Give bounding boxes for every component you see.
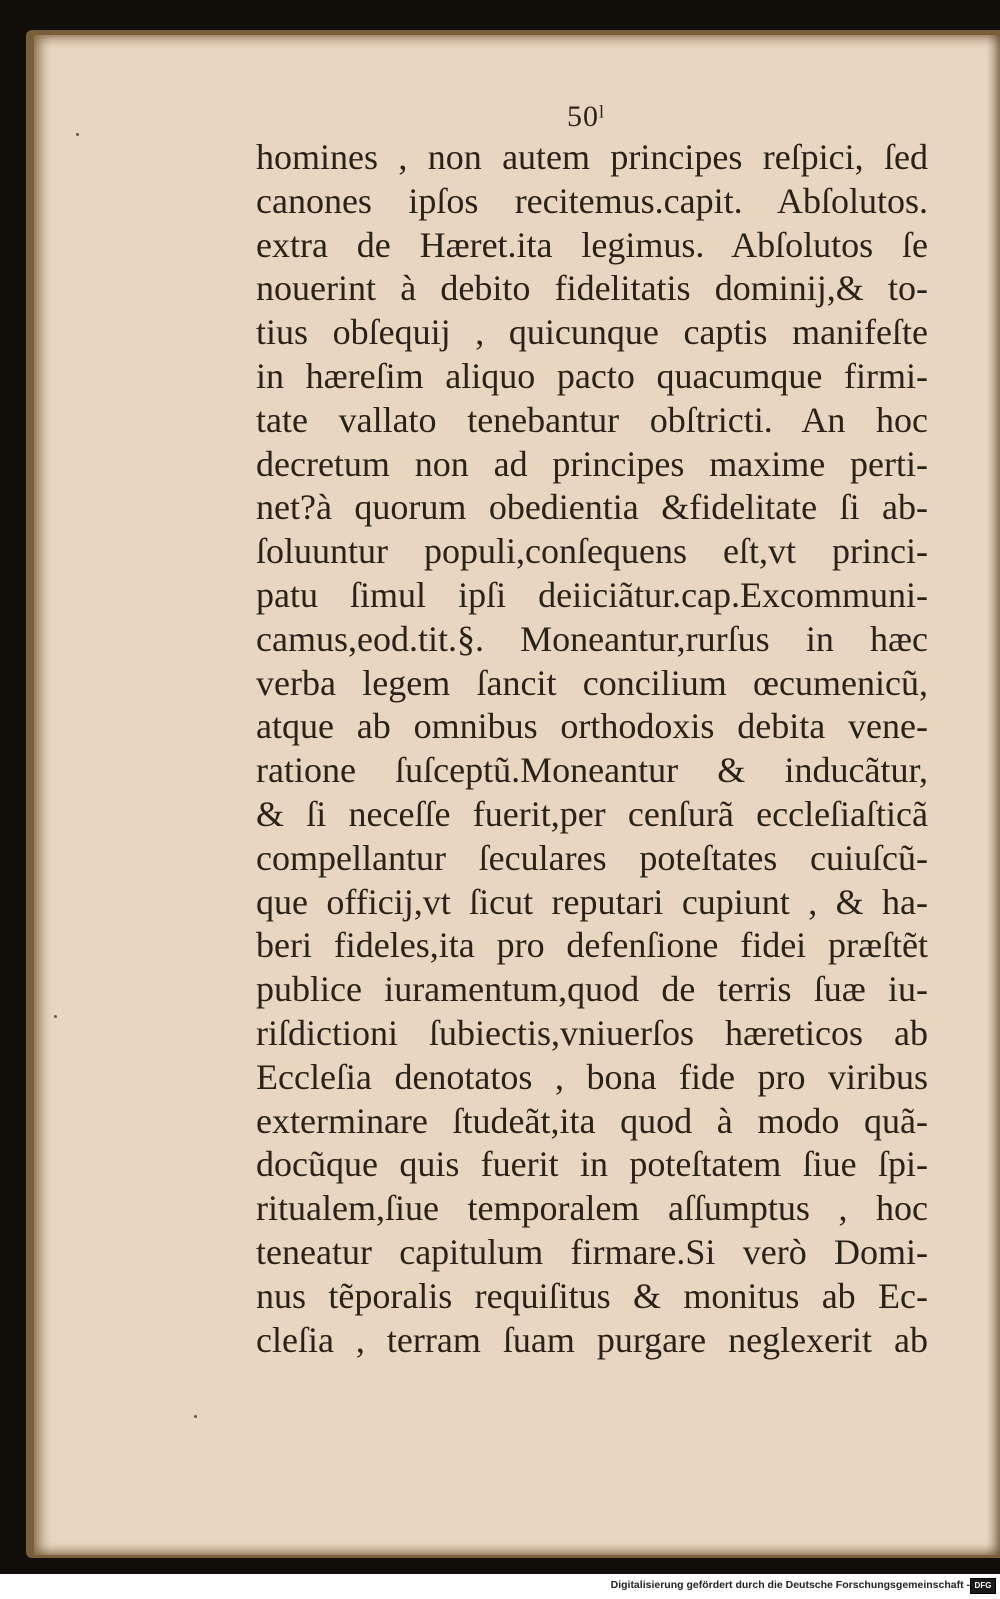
footer-bar xyxy=(0,1574,1000,1599)
text-line: canones ipſos recitemus.capit. Abſolutos. xyxy=(256,180,928,221)
text-line: teneatur capitulum firmare.Si verò Domi- xyxy=(256,1231,928,1272)
text-line: decretum non ad principes maxime perti- xyxy=(256,443,928,484)
text-line: camus,eod.tit.§. Moneantur,rurſus in hæc xyxy=(256,618,928,659)
text-line: atque ab omnibus orthodoxis debita vene- xyxy=(256,706,928,747)
text-line: beri fideles,ita pro defenſione fidei præſtẽt xyxy=(256,925,928,966)
text-line: compellantur ſeculares poteſtates cuiuſcũ- xyxy=(256,837,928,878)
text-line: extra de Hæret.ita legimus. Abſolutos ſe xyxy=(256,224,928,265)
text-line: ratione ſuſceptũ.Moneantur & inducãtur, xyxy=(256,750,928,791)
text-line: que officij,vt ſicut reputari cupiunt , & ha- xyxy=(256,881,928,922)
text-line: riſdictioni ſubiectis,vniuerſos hæreticos ab xyxy=(256,1012,928,1053)
text-line: net?à quorum obedientia &fidelitate ſi ab- xyxy=(256,487,928,528)
paper-speck xyxy=(76,133,79,136)
funding-credit: Digitalisierung gefördert durch die Deutsche Forschungsgemeinschaft - xyxy=(610,1579,970,1591)
text-line: ritualem,ſiue temporalem aſſumptus , hoc xyxy=(256,1188,928,1229)
text-line: publice iuramentum,quod de terris ſuæ iu- xyxy=(256,969,928,1010)
text-line: docũque quis fuerit in poteſtatem ſiue ſpi- xyxy=(256,1144,928,1185)
text-line: patu ſimul ipſi deiiciãtur.cap.Excommuni- xyxy=(256,574,928,615)
text-line: cleſia , terram ſuam purgare neglexerit ab xyxy=(256,1319,928,1360)
paper-speck xyxy=(54,1015,57,1018)
text-line: ſoluuntur populi,conſequens eſt,vt princi- xyxy=(256,531,928,572)
text-line: in hæreſim aliquo pacto quacumque firmi- xyxy=(256,355,928,396)
dfg-logo-icon: DFG xyxy=(970,1578,996,1594)
text-block xyxy=(256,136,928,1362)
text-line: homines , non autem principes reſpici, ſed xyxy=(256,137,928,177)
text-line: & ſi neceſſe fuerit,per cenſurã eccleſiaſticã xyxy=(256,793,928,834)
page-shadow xyxy=(986,35,1000,1555)
text-line: exterminare ſtudeãt,ita quod à modo quã- xyxy=(256,1100,928,1141)
text-line: Eccleſia denotatos , bona fide pro viribus xyxy=(256,1056,928,1097)
text-line: nus tẽporalis requiſitus & monitus ab Ec- xyxy=(256,1275,928,1316)
paper-speck xyxy=(194,1415,197,1418)
page-number: 50ˡ xyxy=(567,100,605,133)
text-line: nouerint à debito fidelitatis dominij,& to- xyxy=(256,268,928,309)
text-line: tate vallato tenebantur obſtricti. An hoc xyxy=(256,399,928,440)
text-line: verba legem ſancit concilium œcumenicũ, xyxy=(256,662,928,703)
text-line: tius obſequij , quicunque captis manifeſte xyxy=(256,312,928,353)
